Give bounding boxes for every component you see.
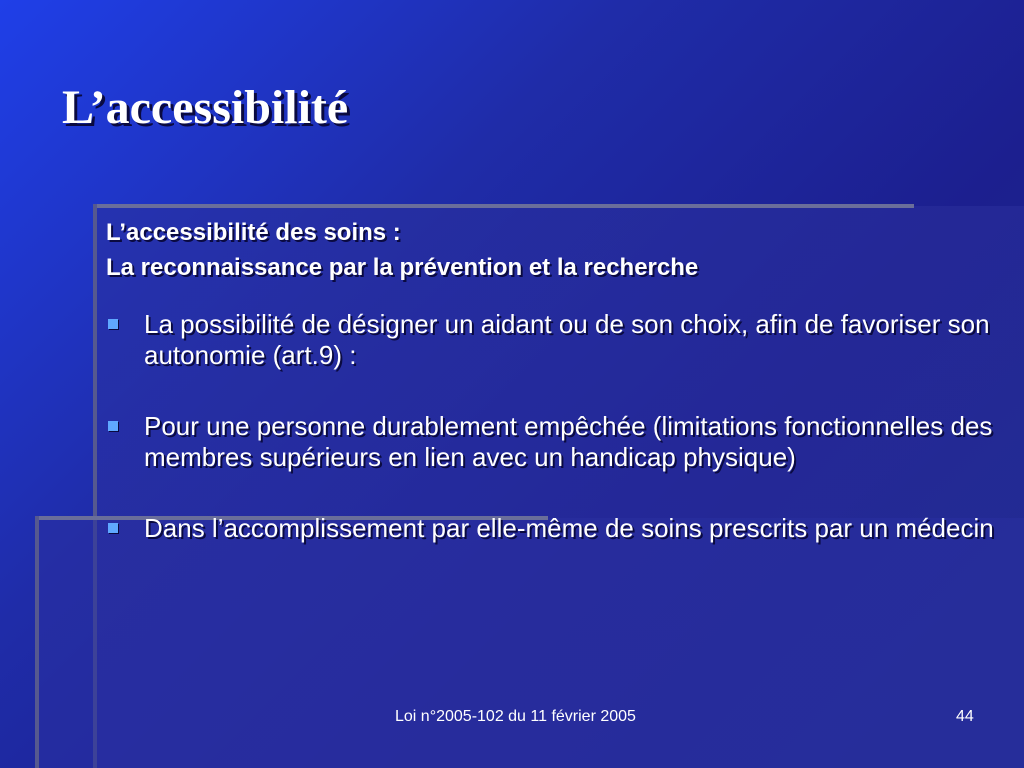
slide-content bbox=[106, 215, 996, 584]
bullet-text: Dans l’accomplissement par elle-même de soins prescrits par un médecin bbox=[144, 513, 994, 543]
slide-title: L’accessibilité bbox=[62, 81, 349, 134]
content-panel-upper-top-edge bbox=[94, 204, 914, 208]
slide-footer bbox=[0, 708, 1024, 728]
square-bullet-icon bbox=[108, 319, 118, 329]
bullet-text: Pour une personne durablement empêchée (limitations fonctionnelles des membres supérieurs en lien avec un handicap physique) bbox=[144, 411, 993, 472]
content-panel-lower-left-edge bbox=[35, 516, 39, 768]
bullet-item bbox=[106, 513, 996, 544]
subheading-accessibility: L’accessibilité des soins : bbox=[106, 219, 401, 246]
square-bullet-icon bbox=[108, 421, 118, 431]
bullet-item bbox=[106, 309, 996, 371]
square-bullet-icon bbox=[108, 523, 118, 533]
page-number: 44 bbox=[956, 708, 974, 725]
bullet-text: La possibilité de désigner un aidant ou de son choix, afin de favoriser son autonomie (art.9) : bbox=[144, 309, 990, 370]
bullet-list bbox=[106, 309, 996, 544]
bullet-item bbox=[106, 411, 996, 473]
footer-law-reference: Loi n°2005-102 du 11 février 2005 bbox=[395, 708, 636, 725]
subheading-recognition: La reconnaissance par la prévention et la recherche bbox=[106, 254, 699, 281]
